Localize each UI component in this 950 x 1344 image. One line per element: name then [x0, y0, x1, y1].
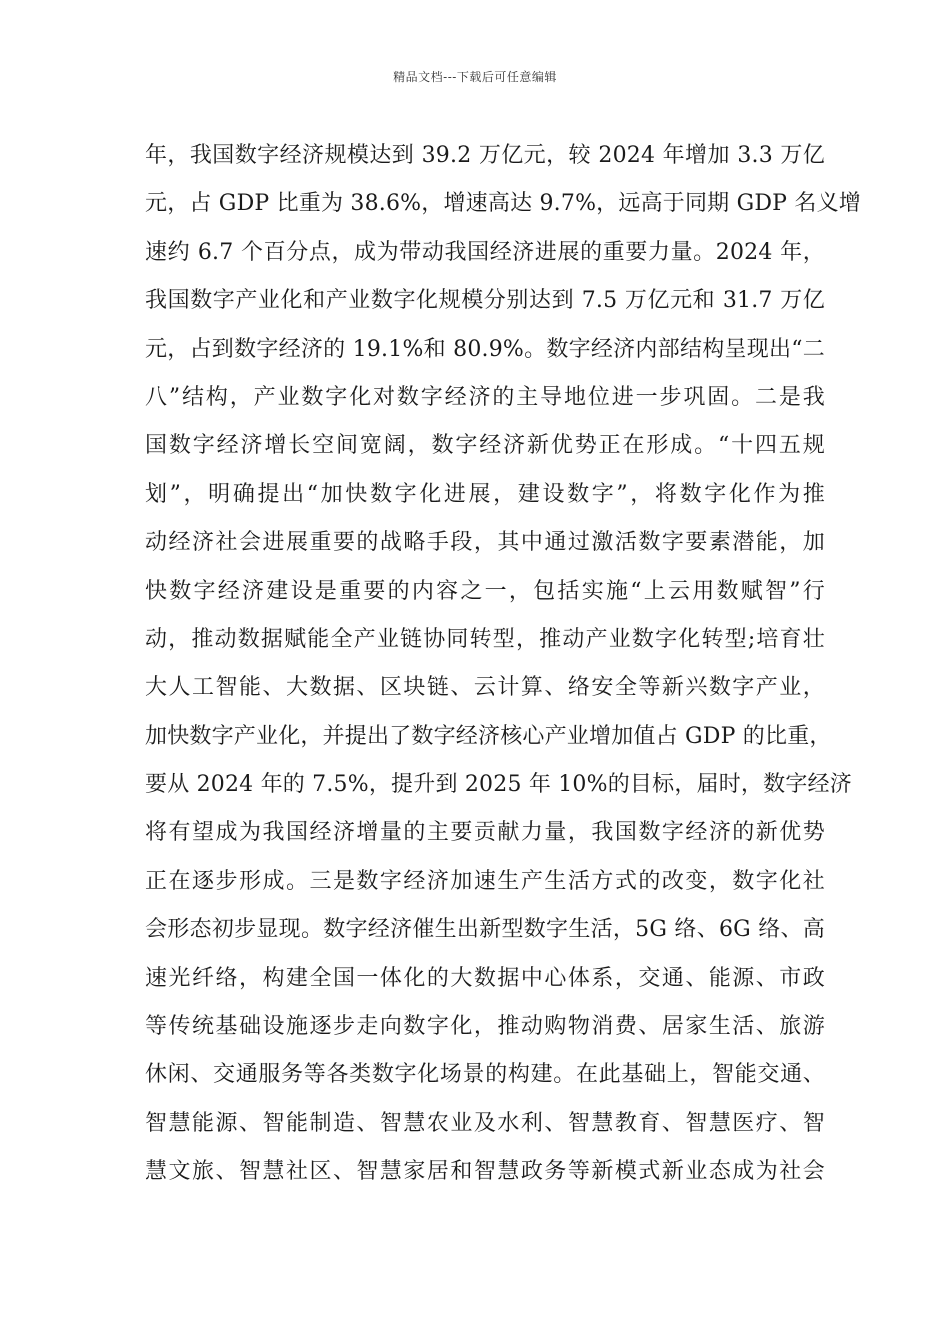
- text-line: 国数字经济增长空间宽阔，数字经济新优势正在形成。“十四五规: [145, 433, 825, 459]
- text-line: 划”，明确提出“加快数字化进展，建设数字”，将数字化作为推: [145, 481, 825, 507]
- body-text: [145, 132, 861, 1197]
- page-header: 精品文档---下载后可任意编辑: [393, 70, 557, 84]
- text-line: 会形态初步显现。数字经济催生出新型数字生活，5G 络、6G 络、高: [145, 917, 825, 943]
- text-line: 年，我国数字经济规模达到 39.2 万亿元，较 2024 年增加 3.3 万亿: [145, 143, 825, 168]
- text-line: 休闲、交通服务等各类数字化场景的构建。在此基础上，智能交通、: [145, 1062, 825, 1088]
- text-line: 元，占 GDP 比重为 38.6%，增速高达 9.7%，远高于同期 GDP 名义增: [145, 191, 861, 217]
- text-line: 大人工智能、大数据、区块链、云计算、络安全等新兴数字产业，: [145, 675, 825, 701]
- text-line: 动经济社会进展重要的战略手段，其中通过激活数字要素潜能，加: [145, 530, 825, 556]
- text-line: 我国数字产业化和产业数字化规模分别达到 7.5 万亿元和 31.7 万亿: [145, 288, 825, 314]
- text-line: 快数字经济建设是重要的内容之一，包括实施“上云用数赋智”行: [145, 578, 825, 604]
- text-line: 八”结构，产业数字化对数字经济的主导地位进一步巩固。二是我: [145, 384, 825, 410]
- text-line: 等传统基础设施逐步走向数字化，推动购物消费、居家生活、旅游: [145, 1014, 825, 1040]
- text-line: 动，推动数据赋能全产业链协同转型，推动产业数字化转型;培育壮: [145, 626, 825, 652]
- text-line: 将有望成为我国经济增量的主要贡献力量，我国数字经济的新优势: [145, 820, 825, 846]
- text-line: 加快数字产业化，并提出了数字经济核心产业增加值占 GDP 的比重，: [145, 723, 832, 749]
- text-line: 元，占到数字经济的 19.1%和 80.9%。数字经济内部结构呈现出“二: [145, 336, 825, 362]
- text-line: 慧文旅、智慧社区、智慧家居和智慧政务等新模式新业态成为社会: [145, 1159, 825, 1185]
- text-line: 智慧能源、智能制造、智慧农业及水利、智慧教育、智慧医疗、智: [145, 1110, 825, 1136]
- text-line: 速光纤络，构建全国一体化的大数据中心体系，交通、能源、市政: [145, 965, 825, 991]
- text-line: 正在逐步形成。三是数字经济加速生产生活方式的改变，数字化社: [145, 868, 825, 894]
- text-line: 要从 2024 年的 7.5%，提升到 2025 年 10%的目标，届时，数字经济: [145, 772, 852, 798]
- text-line: 速约 6.7 个百分点，成为带动我国经济进展的重要力量。2024 年，: [145, 239, 825, 265]
